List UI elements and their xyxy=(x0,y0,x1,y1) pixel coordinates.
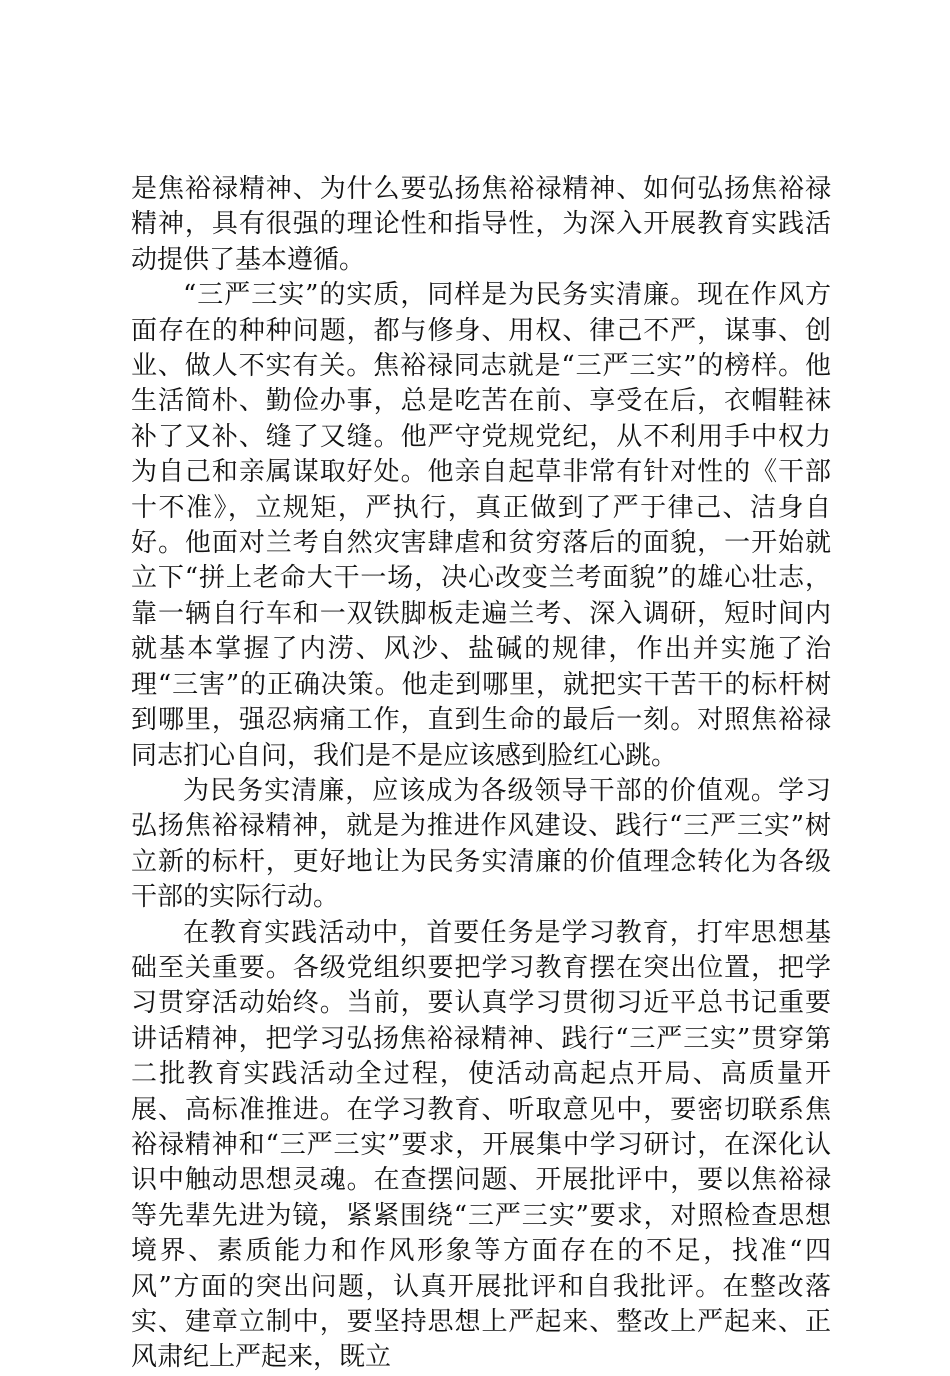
paragraph-3: 为民务实清廉，应该成为各级领导干部的价值观。学习弘扬焦裕禄精神，就是为推进作风建设、践行“三严三实”树立新的标杆，更好地让为民务实清廉的价值理念转化为各级干部的实际行动。 xyxy=(131,775,831,913)
paragraph-2: “三严三实”的实质，同样是为民务实清廉。现在作风方面存在的种种问题，都与修身、用权、律己不严，谋事、创业、做人不实有关。焦裕禄同志就是“三严三实”的榜样。他生活简朴、勤俭办事，总是吃苦在前、享受在后，衣帽鞋袜补了又补、缝了又缝。他严守党规党纪，从不利用手中权力为自己和亲属谋取好处。他亲自起草非常有针对性的《干部十不准》，立规矩，严执行，真正做到了严于律己、洁身自好。他面对兰考自然灾害肆虐和贫穷落后的面貌，一开始就立下“拼上老命大干一场，决心改变兰考面貌”的雄心壮志，靠一辆自行车和一双铁脚板走遍兰考、深入调研，短时间内就基本掌握了内涝、风沙、盐碱的规律，作出并实施了治理“三害”的正确决策。他走到哪里，就把实干苦干的标杆树到哪里，强忍病痛工作，直到生命的最后一刻。对照焦裕禄同志扪心自问，我们是不是应该感到脸红心跳。 xyxy=(131,280,831,771)
document-body xyxy=(131,172,831,1376)
paragraph-1: 是焦裕禄精神、为什么要弘扬焦裕禄精神、如何弘扬焦裕禄精神，具有很强的理论性和指导性，为深入开展教育实践活动提供了基本遵循。 xyxy=(131,174,831,275)
paragraph-4: 在教育实践活动中，首要任务是学习教育，打牢思想基础至关重要。各级党组织要把学习教育摆在突出位置，把学习贯穿活动始终。当前，要认真学习贯彻习近平总书记重要讲话精神，把学习弘扬焦裕禄精神、践行“三严三实”贯穿第二批教育实践活动全过程，使活动高起点开局、高质量开展、高标准推进。在学习教育、听取意见中，要密切联系焦裕禄精神和“三严三实”要求，开展集中学习研讨，在深化认识中触动思想灵魂。在查摆问题、开展批评中，要以焦裕禄等先辈先进为镜，紧紧围绕“三严三实”要求，对照检查思想境界、素质能力和作风形象等方面存在的不足，找准“四风”方面的突出问题，认真开展批评和自我批评。在整改落实、建章立制中，要坚持思想上严起来、整改上严起来、正风肃纪上严起来，既立 xyxy=(131,917,831,1373)
